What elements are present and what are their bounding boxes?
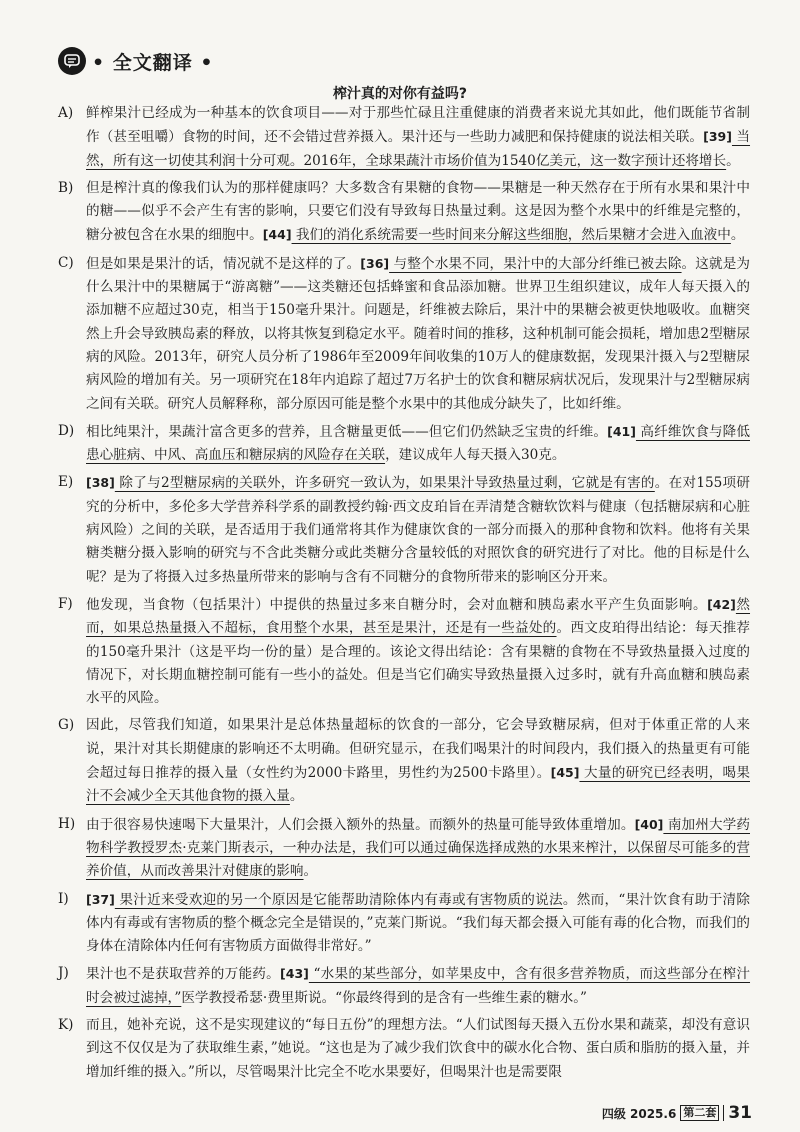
paragraph-text	[86, 714, 750, 808]
paragraph-text-segment: 因此，尽管我们知道，如果果汁是总体热量超标的饮食的一部分，它会导致糖尿病，但对于体重正常的人来说，果汁对其长期健康的影响还不太明确。但研究显示，在我们喝果汁的时间段内，我们摄入的热量更有可能会超过每日推荐的摄入量（女性约为2000卡路里，男性约为2500卡路里）。	[86, 717, 750, 782]
question-tag: [42]	[707, 596, 736, 612]
paragraph-text	[86, 593, 750, 710]
article-title: 榨汁真的对你有益吗?	[332, 86, 468, 102]
underlined-answer-text: 我们的消化系统需要一些时间来分解这些细胞，然后果糖才会进入血液中	[291, 227, 731, 244]
paragraph-text-segment: 。然而，“果汁饮食有助于清除体内有毒或有害物质的整个概念完全是错误的，”克莱门斯说。“我们每天都会摄入可能有毒的化合物，而我们的身体在清除体内任何有害物质方面做得非常好。”	[86, 891, 750, 955]
paragraph-text	[86, 888, 750, 959]
paragraph-label: A)	[58, 105, 74, 121]
underlined-answer-text: 除了与2型糖尿病的关联外，许多研究一致认为，如果果汁导致热量过剩，它就是有害的	[114, 475, 655, 492]
paragraph-text	[86, 1014, 750, 1084]
paragraph-text	[86, 252, 750, 416]
paragraph	[58, 471, 750, 588]
paragraph-label: K)	[58, 1016, 74, 1033]
paragraph-text	[86, 102, 750, 173]
paragraph-text	[86, 471, 750, 588]
question-tag: [37]	[86, 891, 115, 907]
paragraph	[58, 593, 750, 710]
paragraph-label: F)	[58, 595, 73, 612]
paragraph-text-segment: 果汁也不是获取营养的万能药。	[86, 966, 281, 983]
page-number: 31	[728, 1103, 752, 1123]
underlined-answer-text: 然而，如果总热量摄入不超标，食用整个水果，甚至是果汁，还是有一些益处的	[86, 596, 751, 637]
paragraph-text	[86, 177, 750, 248]
paragraph-label: I)	[58, 890, 69, 907]
paragraph-label: B)	[58, 179, 74, 196]
paragraph-text-segment: 。这就是为什么果汁中的果糖属于“游离糖”——这类糖还包括蜂蜜和食品添加糖。世界卫生组织建议，成年人每天摄入的添加糖不应超过30克，相当于150毫升果汁。问题是，纤维被去除后，果汁中的果糖会被更快地吸收。血糖突然上升会导致胰岛素的释放，以将其恢复到稳定水平。随着时间的推移，这种机制可能会损耗，增加患2型糖尿病的风险。2013年，研究人员分析了1986年至2009年间收集的10万人的健康数据，发现果汁摄入与2型糖尿病风险的增加有关。另一项研究在18年内追踪了超过7万名护士的饮食和糖尿病状况后，发现果汁与2型糖尿病之间有关联。研究人员解释称，部分原因可能是整个水果中的其他成分缺失了，比如纤维。	[86, 255, 750, 412]
paragraph	[58, 888, 750, 959]
underlined-answer-text: 当然，所有这一切使其利润十分可观。2016年，全球果蔬汁市场价值为1540亿美元，这一数字预计还将增长	[86, 129, 751, 169]
paragraph	[58, 1014, 750, 1084]
issue-label: 四级 2025.6	[601, 1106, 677, 1121]
question-tag: [45]	[550, 765, 580, 781]
part-label: 第二套	[680, 1105, 719, 1121]
underlined-answer-text: “水果的某些部分，如苹果皮中，含有很多营养物质，而这些部分在榨汁时会被过滤掉，”	[86, 966, 751, 1006]
paragraph-text-segment: 。	[726, 152, 740, 169]
question-tag: [36]	[360, 255, 390, 271]
paragraph-label: D)	[58, 422, 75, 439]
paragraph-label: J)	[58, 965, 69, 982]
paragraph-text-segment: 而且，她补充说，这不是实现建议的“每日五份”的理想方法。“人们试图每天摄入五份水果和蔬菜，却没有意识到这不仅仅是为了获取维生素，”她说。“这也是为了减少我们饮食中的碳水化合物、蛋白质和脂肪的摄入量，并增加纤维的摄入。”所以，尽管喝果汁比完全不吃水果要好，但喝果汁也是需要限	[86, 1016, 750, 1080]
paragraph-text-segment: 。西文皮珀得出结论：每天推荐的150毫升果汁（这是平均一份的量）是合理的。该论文得出结论：含有果糖的食物在不导致热量摄入过度的情况下，对长期血糖控制可能有一些小的益处。但是当它们确实导致热量摄入过多时，就有升高血糖和胰岛素水平的风险。	[86, 620, 751, 707]
paragraph	[58, 252, 750, 416]
paragraph-text-segment: 他发现，当食物（包括果汁）中提供的热量过多来自糖分时，会对血糖和胰岛素水平产生负面影响。	[86, 596, 708, 613]
paragraph-label: G)	[58, 717, 75, 734]
underlined-answer-text: 大量的研究已经表明，喝果汁不会减少全天其他食物的摄入量	[86, 765, 750, 805]
paragraph-text-segment: 相比纯果汁，果蔬汁富含更多的营养，且含糖量更低——但它们仍然缺乏宝贵的纤维。	[86, 423, 608, 440]
speech-bubble-icon	[58, 47, 86, 75]
paragraph-label: H)	[58, 815, 76, 832]
section-title: • 全文翻译 •	[92, 51, 214, 74]
underlined-answer-text: 高纤维饮食与降低患心脏病、中风、高血压和糖尿病的风险存在关联	[86, 423, 750, 464]
paragraph-text-segment: 医学教授希瑟·费里斯说。“你最终得到的是含有一些维生素的糖水。”	[181, 989, 587, 1006]
paragraph-text-segment: 但是如果是果汁的话，情况就不是这样的了。	[86, 255, 361, 272]
question-tag: [39]	[703, 129, 732, 145]
paragraph-text	[86, 962, 750, 1010]
question-tag: [38]	[86, 475, 115, 491]
paragraph-text-segment: ，建议成年人每天摄入30克。	[385, 447, 566, 464]
article-body	[58, 102, 750, 1088]
paragraph-text-segment: 。	[289, 788, 304, 805]
paragraph	[58, 177, 750, 248]
page-footer	[602, 1103, 752, 1123]
paragraph-text-segment: 鲜榨果汁已经成为一种基本的饮食项目——对于那些忙碌且注重健康的消费者来说尤其如此，他们既能节省制作（甚至咀嚼）食物的时间，还不会错过营养摄入。果汁还与一些助力减肥和保持健康的说法相关联。	[86, 105, 750, 146]
footer-divider	[723, 1105, 724, 1121]
paragraph-text-segment: 。在对155项研究的分析中，多伦多大学营养科学系的副教授约翰·西文皮珀旨在弄清楚含糖软饮料与健康（包括糖尿病和心脏病风险）之间的关联，是否适用于我们通常将其作为健康饮食的一部分而摄入的那种食物和饮料。他将有关果糖类糖分摄入影响的研究与不含此类糖分或此类糖分含量较低的对照饮食的研究进行了对比。他的目标是什么呢？是为了将摄入过多热量所带来的影响与含有不同糖分的食物所带来的影响区分开来。	[86, 475, 750, 585]
paragraph-text	[86, 420, 750, 468]
underlined-answer-text: 南加州大学药物科学教授罗杰·克莱门斯表示，一种办法是，我们可以通过确保选择成熟的水果来榨汁，以保留尽可能多的营养价值，从而改善果汁对健康的影响	[86, 816, 750, 880]
paragraph	[58, 420, 750, 468]
question-tag: [41]	[607, 423, 636, 439]
paragraph-text-segment: 由于很容易快速喝下大量果汁，人们会摄入额外的热量。而额外的热量可能导致体重增加。	[86, 816, 635, 833]
underlined-answer-text: 与整个水果不同，果汁中的大部分纤维已被去除	[389, 255, 682, 272]
paragraph-text-segment: 。	[303, 863, 318, 880]
paragraph	[58, 962, 750, 1010]
paragraph-label: E)	[58, 474, 74, 491]
paragraph-text-segment: 。	[730, 227, 745, 244]
paragraph-text	[86, 813, 750, 884]
section-header	[58, 44, 214, 78]
paragraph	[58, 813, 750, 884]
paragraph	[58, 102, 750, 173]
question-tag: [44]	[262, 227, 292, 243]
paragraph-text-segment: 但是榨汁真的像我们认为的那样健康吗？大多数含有果糖的食物——果糖是一种天然存在于所有水果和果汁中的糖——似乎不会产生有害的影响，只要它们没有导致每日热量过剩。这是因为整个水果中的纤维是完整的，糖分被包含在水果的细胞中。	[86, 179, 750, 244]
underlined-answer-text: 果汁近来受欢迎的另一个原因是它能帮助清除体内有毒或有害物质的说法	[114, 891, 563, 908]
paragraph-label: C)	[58, 254, 74, 271]
paragraph	[58, 714, 750, 808]
question-tag: [40]	[634, 816, 664, 832]
question-tag: [43]	[280, 966, 309, 982]
